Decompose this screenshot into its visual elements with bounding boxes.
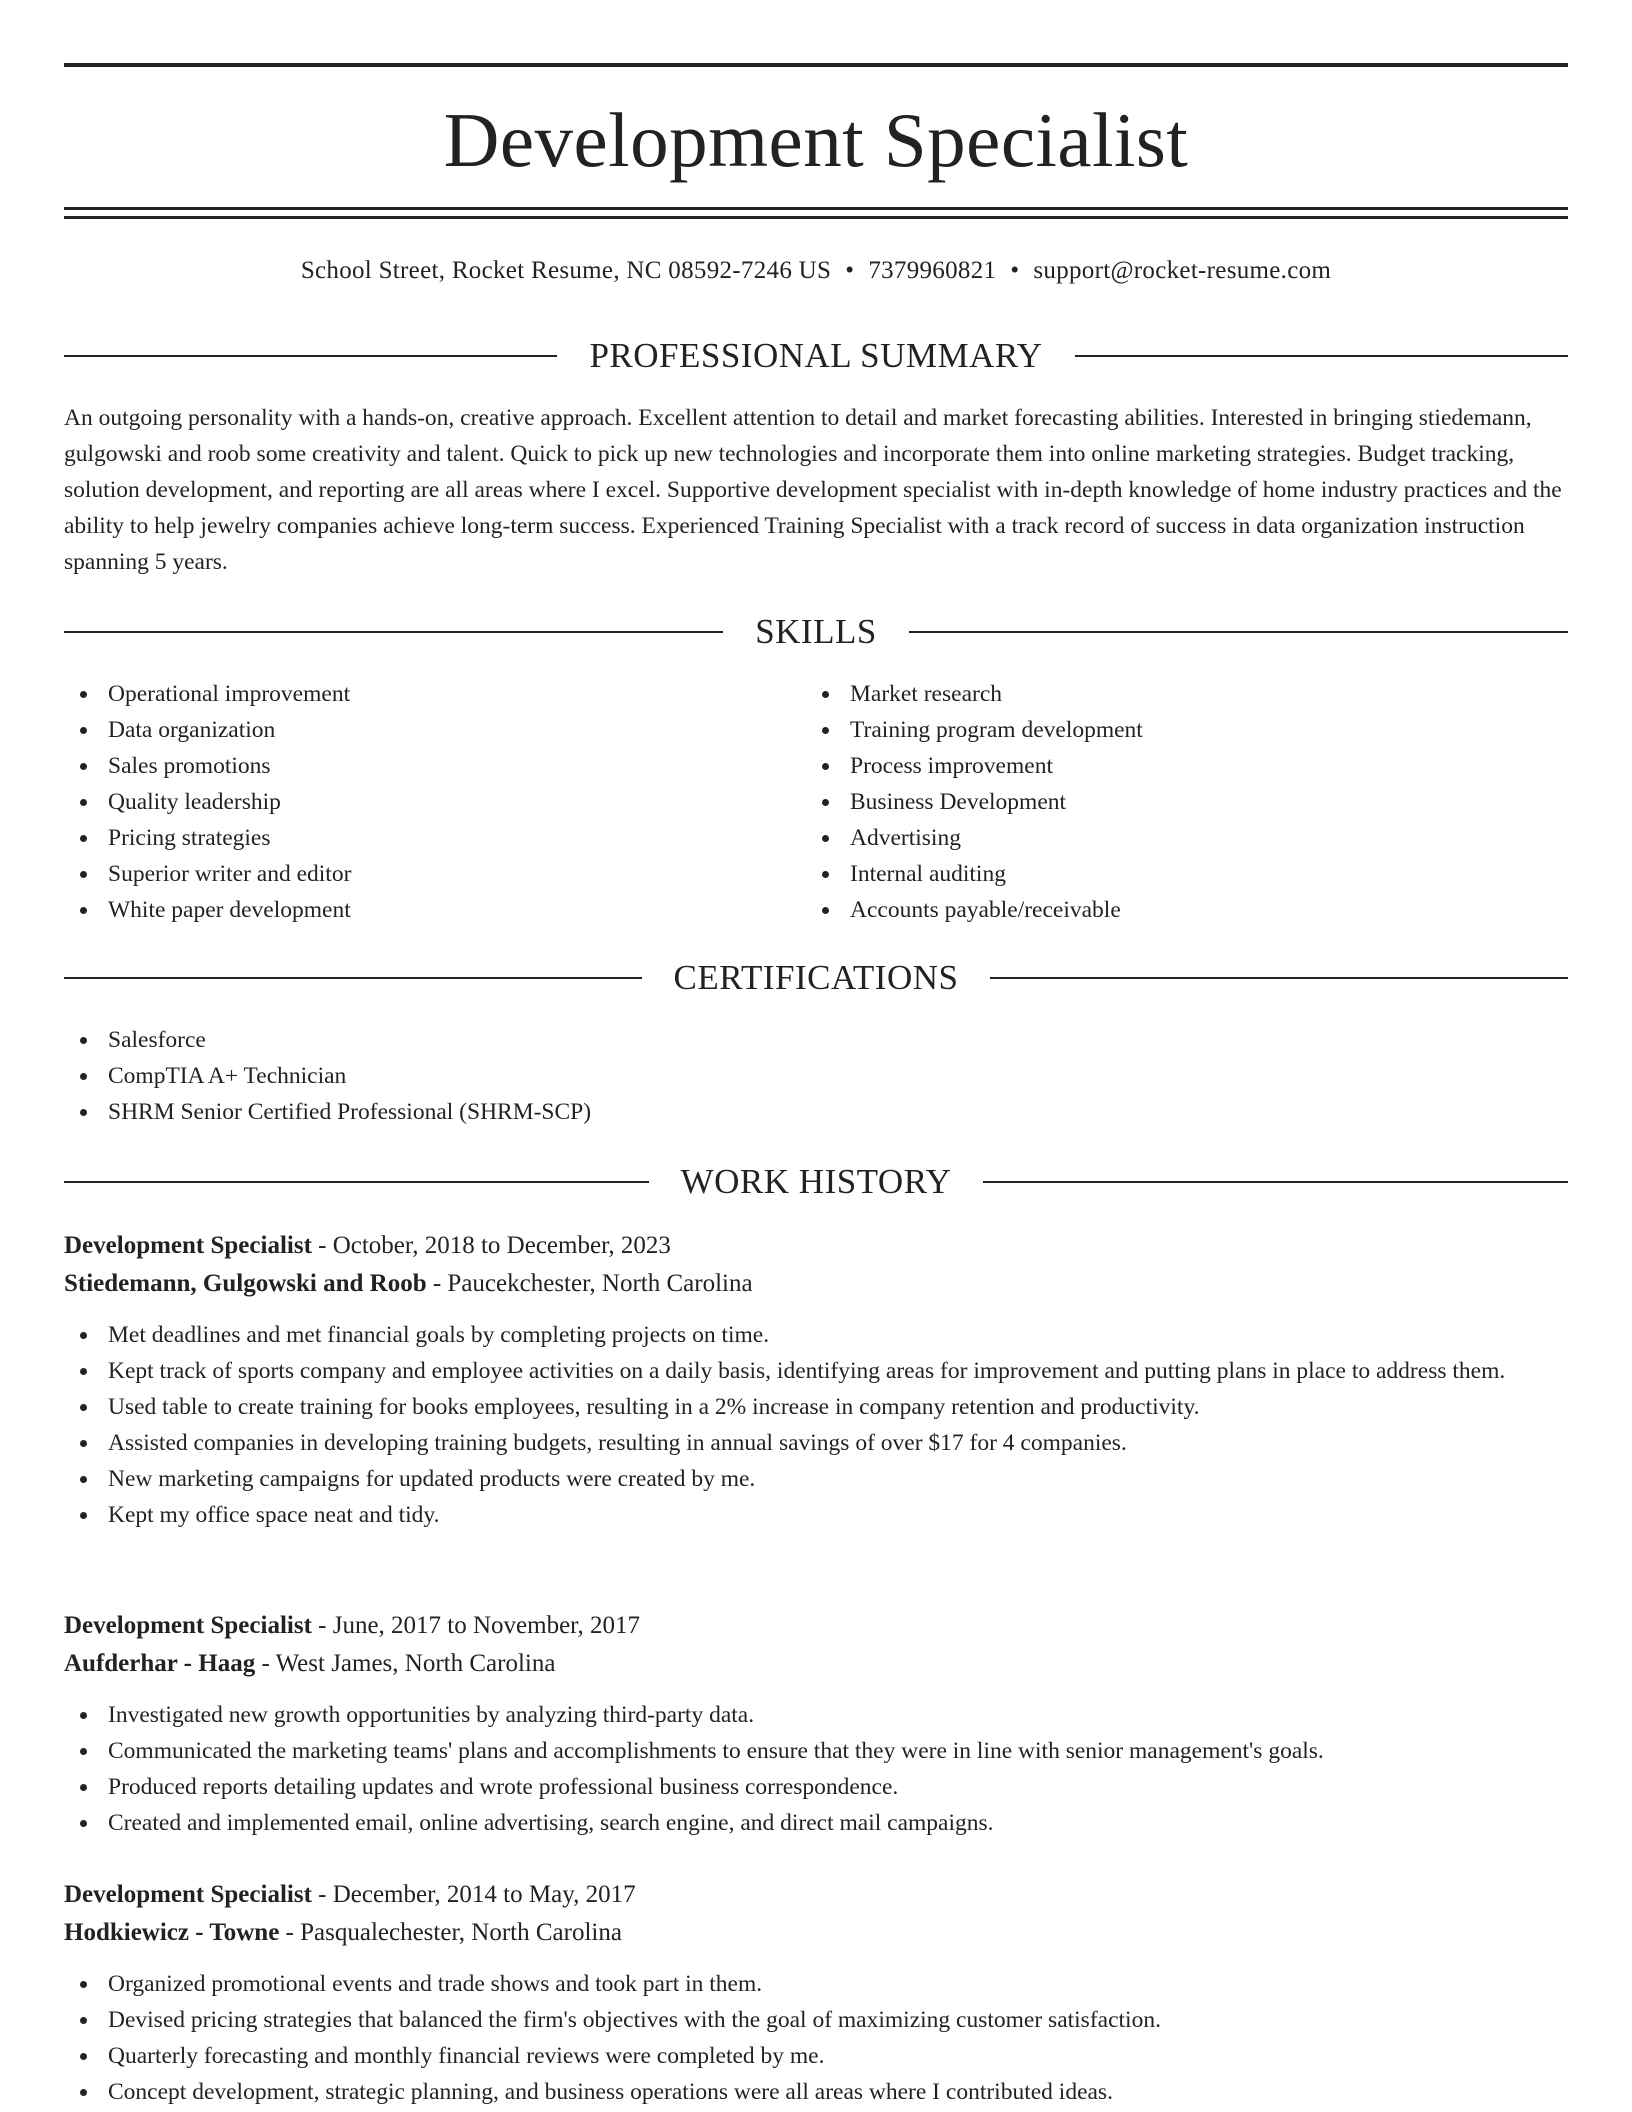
job-title-line bbox=[64, 1607, 1568, 1645]
contact-line bbox=[64, 254, 1568, 288]
certifications-list bbox=[64, 1022, 1568, 1130]
job-title-line bbox=[64, 1227, 1568, 1265]
certification-item: SHRM Senior Certified Professional (SHRM-SCP) bbox=[64, 1094, 1568, 1130]
job-bullet: Quarterly forecasting and monthly financial reviews were completed by me. bbox=[64, 2038, 1568, 2074]
contact-email: support@rocket-resume.com bbox=[1033, 257, 1332, 284]
skill-item: Business Development bbox=[806, 784, 1546, 820]
skill-item: Data organization bbox=[64, 712, 804, 748]
job-bullets bbox=[64, 1317, 1568, 1533]
certifications-heading: CERTIFICATIONS bbox=[673, 958, 959, 997]
job-company-line bbox=[64, 1914, 1568, 1952]
job-location: - Pasqualechester, North Carolina bbox=[279, 1919, 622, 1946]
skill-item: Training program development bbox=[806, 712, 1546, 748]
job-bullet: Communicated the marketing teams' plans and accomplishments to ensure that they were in line with senior management's goals. bbox=[64, 1733, 1568, 1769]
double-rule-lower bbox=[64, 216, 1568, 219]
certification-item: Salesforce bbox=[64, 1022, 1568, 1058]
job-bullet: Produced reports detailing updates and wrote professional business correspondence. bbox=[64, 1769, 1568, 1805]
top-rule bbox=[64, 63, 1568, 67]
job-title: Development Specialist bbox=[64, 1881, 312, 1908]
job-bullet: Kept my office space neat and tidy. bbox=[64, 1497, 1568, 1533]
job-dates: - October, 2018 to December, 2023 bbox=[311, 1232, 671, 1259]
contact-separator: • bbox=[1010, 257, 1020, 284]
job-bullets bbox=[64, 1697, 1568, 1841]
skills-list-right bbox=[806, 676, 1546, 928]
skill-item: White paper development bbox=[64, 892, 804, 928]
skill-item: Quality leadership bbox=[64, 784, 804, 820]
job-title: Development Specialist bbox=[64, 1612, 312, 1639]
job-bullet: Met deadlines and met financial goals by completing projects on time. bbox=[64, 1317, 1568, 1353]
contact-phone: 7379960821 bbox=[868, 257, 997, 284]
summary-heading: PROFESSIONAL SUMMARY bbox=[589, 336, 1043, 375]
job-entry bbox=[64, 1607, 1568, 1841]
job-company: Stiedemann, Gulgowski and Roob bbox=[64, 1270, 427, 1297]
heading-rule bbox=[990, 977, 1568, 979]
job-bullets bbox=[64, 1966, 1568, 2110]
heading-rule bbox=[909, 631, 1568, 633]
job-company-line bbox=[64, 1265, 1568, 1303]
job-location: - Paucekchester, North Carolina bbox=[426, 1270, 753, 1297]
double-rule-upper bbox=[64, 207, 1568, 210]
certifications-heading-row bbox=[64, 956, 1568, 1000]
job-location: - West James, North Carolina bbox=[255, 1650, 556, 1677]
job-dates: - December, 2014 to May, 2017 bbox=[311, 1881, 636, 1908]
skill-item: Superior writer and editor bbox=[64, 856, 804, 892]
heading-rule bbox=[64, 1181, 649, 1183]
heading-rule bbox=[64, 355, 557, 357]
job-company: Aufderhar - Haag bbox=[64, 1650, 256, 1677]
heading-rule bbox=[1075, 355, 1568, 357]
work-history-heading: WORK HISTORY bbox=[680, 1162, 952, 1201]
resume-name: Development Specialist bbox=[443, 97, 1189, 183]
contact-address: School Street, Rocket Resume, NC 08592-7246 US bbox=[300, 257, 832, 284]
skill-item: Advertising bbox=[806, 820, 1546, 856]
job-entry bbox=[64, 1876, 1568, 2110]
job-bullet: Created and implemented email, online advertising, search engine, and direct mail campaigns. bbox=[64, 1805, 1568, 1841]
skill-item: Process improvement bbox=[806, 748, 1546, 784]
skill-item: Operational improvement bbox=[64, 676, 804, 712]
job-bullet: Kept track of sports company and employee activities on a daily basis, identifying areas for improvement and putting plans in place to address them. bbox=[64, 1353, 1568, 1389]
skills-heading-row bbox=[64, 610, 1568, 654]
job-bullet: New marketing campaigns for updated products were created by me. bbox=[64, 1461, 1568, 1497]
certification-item: CompTIA A+ Technician bbox=[64, 1058, 1568, 1094]
job-title-line bbox=[64, 1876, 1568, 1914]
job-bullet: Investigated new growth opportunities by analyzing third-party data. bbox=[64, 1697, 1568, 1733]
job-company: Hodkiewicz - Towne bbox=[64, 1919, 280, 1946]
skill-item: Sales promotions bbox=[64, 748, 804, 784]
skills-heading: SKILLS bbox=[755, 612, 877, 651]
job-bullet: Used table to create training for books employees, resulting in a 2% increase in company retention and productivity. bbox=[64, 1389, 1568, 1425]
skill-item: Accounts payable/receivable bbox=[806, 892, 1546, 928]
summary-text: An outgoing personality with a hands-on, creative approach. Excellent attention to detail and market forecasting abilities. Interested in bringing stiedemann, gulgowski and roob some creativity and talent. Quick to pick up new technologies and incorporate them into online marketing strategies. Budget tracking, solution development, and reporting are all areas where I excel. Supportive development specialist with in-depth knowledge of home industry practices and the ability to help jewelry companies achieve long-term success. Experienced Training Specialist with a track record of success in data organization instruction spanning 5 years. bbox=[64, 405, 1562, 575]
work-history-heading-row bbox=[64, 1160, 1568, 1204]
skill-item: Internal auditing bbox=[806, 856, 1546, 892]
job-company-line bbox=[64, 1645, 1568, 1683]
contact-separator: • bbox=[845, 257, 855, 284]
job-bullet: Organized promotional events and trade shows and took part in them. bbox=[64, 1966, 1568, 2002]
heading-rule bbox=[983, 1181, 1568, 1183]
skill-item: Market research bbox=[806, 676, 1546, 712]
job-bullet: Assisted companies in developing training budgets, resulting in annual savings of over $17 for 4 companies. bbox=[64, 1425, 1568, 1461]
skills-list-left bbox=[64, 676, 804, 928]
job-entry bbox=[64, 1227, 1568, 1533]
heading-rule bbox=[64, 977, 642, 979]
job-title: Development Specialist bbox=[64, 1232, 312, 1259]
job-bullet: Devised pricing strategies that balanced the firm's objectives with the goal of maximizing customer satisfaction. bbox=[64, 2002, 1568, 2038]
summary-heading-row bbox=[64, 334, 1568, 378]
job-dates: - June, 2017 to November, 2017 bbox=[311, 1612, 641, 1639]
skill-item: Pricing strategies bbox=[64, 820, 804, 856]
job-bullet: Concept development, strategic planning, and business operations were all areas where I contributed ideas. bbox=[64, 2074, 1568, 2110]
heading-rule bbox=[64, 631, 723, 633]
